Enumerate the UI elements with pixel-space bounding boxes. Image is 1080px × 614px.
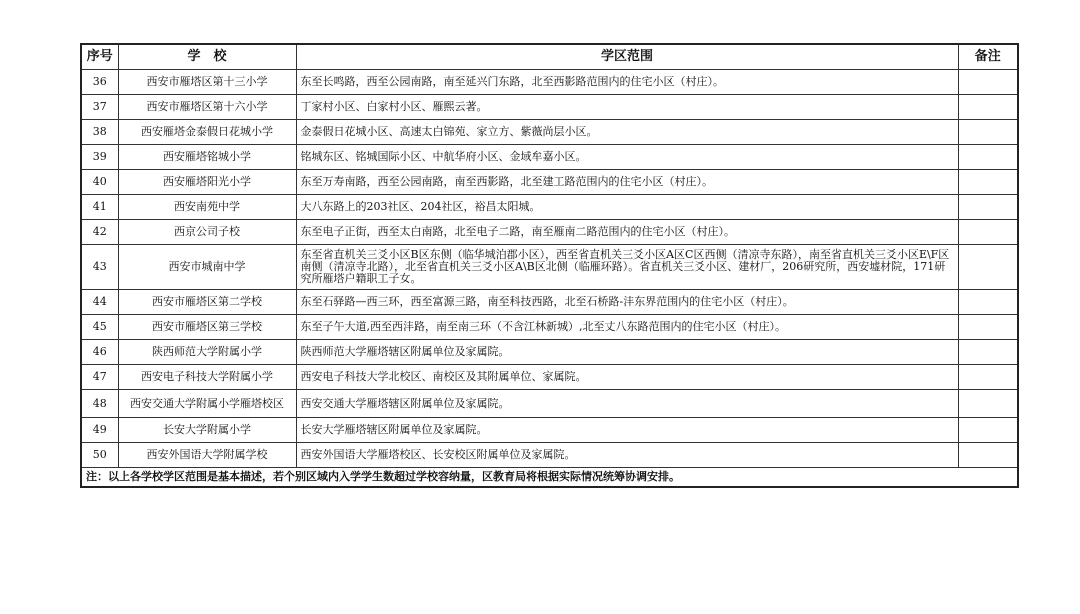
row-range: 东至石驿路—西三环，西至富源三路，南至科技西路，北至石桥路-沣东界范围内的住宅小区（村庄）。 (296, 290, 958, 315)
header-school: 学 校 (118, 44, 296, 70)
table-row (81, 95, 1018, 120)
row-remark (958, 315, 1018, 340)
row-school: 西安雁塔阳光小学 (118, 170, 296, 195)
row-num: 44 (81, 290, 118, 315)
row-remark (958, 145, 1018, 170)
row-range: 东至长鸣路，西至公园南路，南至延兴门东路，北至西影路范围内的住宅小区（村庄）。 (296, 70, 958, 95)
table-row (81, 340, 1018, 365)
row-school: 西安南苑中学 (118, 195, 296, 220)
row-school: 西京公司子校 (118, 220, 296, 245)
row-remark (958, 170, 1018, 195)
row-remark (958, 290, 1018, 315)
row-remark (958, 245, 1018, 290)
header-num: 序号 (81, 44, 118, 70)
row-num: 43 (81, 245, 118, 290)
row-remark (958, 365, 1018, 390)
row-school: 西安市雁塔区第二学校 (118, 290, 296, 315)
row-remark (958, 443, 1018, 468)
row-range: 东至电子正街，西至太白南路，北至电子二路，南至雁南二路范围内的住宅小区（村庄）。 (296, 220, 958, 245)
header-range: 学区范围 (296, 44, 958, 70)
row-range: 陕西师范大学雁塔辖区附属单位及家属院。 (296, 340, 958, 365)
row-num: 46 (81, 340, 118, 365)
row-remark (958, 418, 1018, 443)
row-num: 45 (81, 315, 118, 340)
row-num: 37 (81, 95, 118, 120)
school-district-table (80, 43, 1019, 488)
row-school: 长安大学附属小学 (118, 418, 296, 443)
table-body (81, 70, 1018, 488)
table-row (81, 70, 1018, 95)
row-range: 丁家村小区、白家村小区、雁熙云著。 (296, 95, 958, 120)
row-num: 41 (81, 195, 118, 220)
row-range: 西安电子科技大学北校区、南校区及其附属单位、家属院。 (296, 365, 958, 390)
row-remark (958, 120, 1018, 145)
row-num: 42 (81, 220, 118, 245)
row-range: 东至万寿南路，西至公园南路，南至西影路，北至建工路范围内的住宅小区（村庄）。 (296, 170, 958, 195)
table-note: 注：以上各学校学区范围是基本描述，若个别区域内入学学生数超过学校容纳量，区教育局将根据实际情况统筹协调安排。 (81, 468, 1018, 488)
row-school: 西安市雁塔区第十三小学 (118, 70, 296, 95)
row-remark (958, 340, 1018, 365)
table-row (81, 145, 1018, 170)
row-school: 西安市雁塔区第十六小学 (118, 95, 296, 120)
table-note-row (81, 468, 1018, 488)
table-row (81, 290, 1018, 315)
row-range: 铭城东区、铭城国际小区、中航华府小区、金域牟嘉小区。 (296, 145, 958, 170)
row-range: 长安大学雁塔辖区附属单位及家属院。 (296, 418, 958, 443)
row-school: 陕西师范大学附属小学 (118, 340, 296, 365)
row-num: 50 (81, 443, 118, 468)
row-remark (958, 95, 1018, 120)
table-row (81, 365, 1018, 390)
row-remark (958, 195, 1018, 220)
row-school: 西安外国语大学附属学校 (118, 443, 296, 468)
table-row (81, 390, 1018, 418)
row-num: 36 (81, 70, 118, 95)
table-row (81, 418, 1018, 443)
row-num: 49 (81, 418, 118, 443)
table-row (81, 195, 1018, 220)
row-school: 西安交通大学附属小学雁塔校区 (118, 390, 296, 418)
row-range: 东至子午大道,西至西沣路，南至南三环（不含江林新城）,北至丈八东路范围内的住宅小区（村庄）。 (296, 315, 958, 340)
row-num: 39 (81, 145, 118, 170)
row-remark (958, 390, 1018, 418)
row-num: 48 (81, 390, 118, 418)
row-range: 大八东路上的203社区、204社区，裕昌太阳城。 (296, 195, 958, 220)
row-school: 西安雁塔铭城小学 (118, 145, 296, 170)
table-row (81, 315, 1018, 340)
row-school: 西安市城南中学 (118, 245, 296, 290)
table-row (81, 443, 1018, 468)
row-school: 西安市雁塔区第三学校 (118, 315, 296, 340)
table-header-row (81, 44, 1018, 70)
row-range: 西安交通大学雁塔辖区附属单位及家属院。 (296, 390, 958, 418)
table-row (81, 220, 1018, 245)
row-num: 38 (81, 120, 118, 145)
table-row (81, 170, 1018, 195)
row-range: 金泰假日花城小区、高速太白锦苑、家立方、紫薇尚层小区。 (296, 120, 958, 145)
school-district-table-container (80, 43, 1017, 488)
table-row (81, 245, 1018, 290)
row-range: 东至省直机关三爻小区B区东侧（临华城泊郡小区），西至省直机关三爻小区A区C区西侧（清凉寺东路），南至省直机关三爻小区E\F区南侧（清凉寺北路），北至省直机关三爻小区A\B区北侧（临雁环路）。省直机关三爻小区、建材厂，206研究所，西安墟材院，171研究所雁塔户籍职工子女。 (296, 245, 958, 290)
row-school: 西安雁塔金泰假日花城小学 (118, 120, 296, 145)
row-school: 西安电子科技大学附属小学 (118, 365, 296, 390)
row-remark (958, 220, 1018, 245)
header-remark: 备注 (958, 44, 1018, 70)
row-num: 47 (81, 365, 118, 390)
row-num: 40 (81, 170, 118, 195)
table-row (81, 120, 1018, 145)
row-range: 西安外国语大学雁塔校区、长安校区附属单位及家属院。 (296, 443, 958, 468)
row-remark (958, 70, 1018, 95)
